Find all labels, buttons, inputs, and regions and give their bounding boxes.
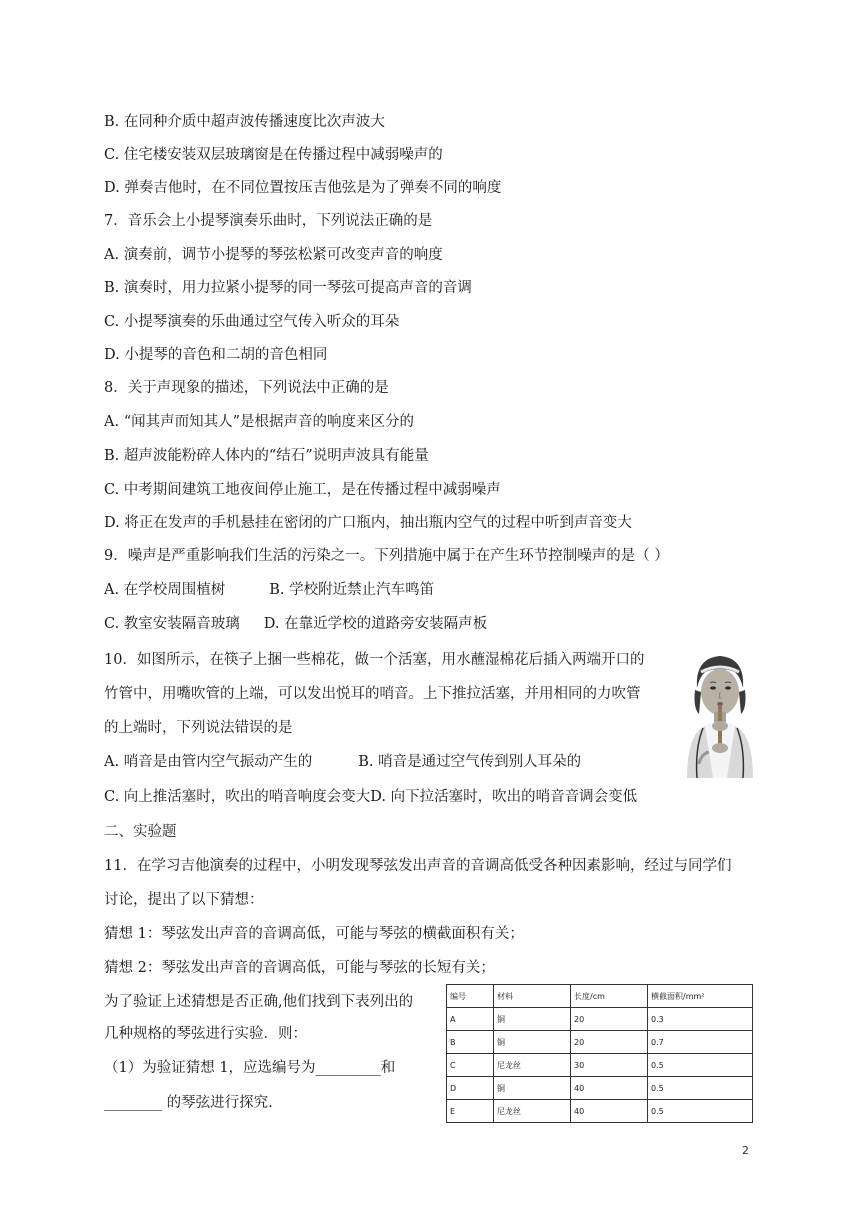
q9-options-row-1 bbox=[104, 580, 434, 600]
table-cell: 20 bbox=[571, 1031, 648, 1054]
q10-options-row-1 bbox=[104, 752, 581, 772]
string-spec-table bbox=[446, 984, 753, 1123]
table-cell: 铜 bbox=[494, 1008, 571, 1031]
q10-stem-line-2: 竹管中，用嘴吹管的上端，可以发出悦耳的哨音。上下推拉活塞，并用相同的力吹管 bbox=[104, 686, 641, 702]
q10-stem-line-3: 的上端时，下列说法错误的是 bbox=[104, 720, 293, 736]
q8-stem: 8．关于声现象的描述，下列说法中正确的是 bbox=[104, 380, 389, 396]
q10-option-d: D. 向下拉活塞时，吹出的哨音音调会变低 bbox=[370, 789, 638, 805]
table-cell: E bbox=[447, 1100, 494, 1123]
section-heading-experiments: 二、实验题 bbox=[104, 824, 177, 840]
q11-line-5: 为了验证上述猜想是否正确,他们找到下表列出的 bbox=[104, 994, 414, 1010]
q9-options-row-2 bbox=[104, 614, 487, 634]
table-cell: 铜 bbox=[494, 1031, 571, 1054]
q9-option-d: D. 在靠近学校的道路旁安装隔声板 bbox=[263, 616, 488, 632]
page-number: 2 bbox=[742, 1144, 749, 1157]
q8-option-d: D. 将正在发声的手机悬挂在密闭的广口瓶内，抽出瓶内空气的过程中听到声音变大 bbox=[104, 515, 632, 531]
girl-blowing-whistle-illustration bbox=[675, 648, 765, 778]
q9-option-c: C. 教室安装隔音玻璃 bbox=[104, 616, 240, 632]
q6-option-b: B. 在同种介质中超声波传播速度比次声波大 bbox=[104, 114, 385, 130]
q6-option-c: C. 住宅楼安装双层玻璃窗是在传播过程中减弱噪声的 bbox=[104, 147, 443, 163]
q7-option-b: B. 演奏时，用力拉紧小提琴的同一琴弦可提高声音的音调 bbox=[104, 280, 472, 296]
table-row bbox=[447, 1100, 753, 1123]
q10-stem-line-1: 10．如图所示，在筷子上捆一些棉花，做一个活塞，用水蘸湿棉花后插入两端开口的 bbox=[104, 652, 645, 668]
q7-option-a: A. 演奏前，调节小提琴的琴弦松紧可改变声音的响度 bbox=[104, 247, 443, 263]
q11-stem-line-2: 讨论，提出了以下猜想： bbox=[104, 892, 264, 908]
q11-guess-2: 猜想 2：琴弦发出声音的音调高低，可能与琴弦的长短有关； bbox=[104, 960, 495, 976]
table-cell: D bbox=[447, 1077, 494, 1100]
table-header-cell: 横截面积/mm² bbox=[648, 985, 753, 1008]
q7-stem: 7．音乐会上小提琴演奏乐曲时，下列说法正确的是 bbox=[104, 213, 433, 229]
q11-stem-line-1: 11．在学习吉他演奏的过程中，小明发现琴弦发出声音的音调高低受各种因素影响，经过与同学们 bbox=[104, 858, 732, 874]
q10-option-b: B. 哨音是通过空气传到别人耳朵的 bbox=[358, 754, 582, 770]
q11-line-6: 几种规格的琴弦进行实验．则： bbox=[104, 1026, 307, 1042]
q11-part-1-line-1: （1）为验证猜想 1，应选编号为_________和 bbox=[104, 1060, 396, 1076]
q6-option-d: D. 弹奏吉他时，在不同位置按压吉他弦是为了弹奏不同的响度 bbox=[104, 180, 502, 196]
table-header-cell: 材料 bbox=[494, 985, 571, 1008]
q9-option-a: A. 在学校周围植树 bbox=[104, 582, 226, 598]
table-row bbox=[447, 1031, 753, 1054]
table-header-cell: 长度/cm bbox=[571, 985, 648, 1008]
q8-option-a: A. “闻其声而知其人”是根据声音的响度来区分的 bbox=[104, 414, 415, 430]
table-cell: 尼龙丝 bbox=[494, 1054, 571, 1077]
q9-stem: 9．噪声是严重影响我们生活的污染之一。下列措施中属于在产生环节控制噪声的是（ ） bbox=[104, 548, 669, 564]
table-row bbox=[447, 1077, 753, 1100]
table-cell: 30 bbox=[571, 1054, 648, 1077]
table-cell: 0.5 bbox=[648, 1077, 753, 1100]
q11-part-1-line-2: ________ 的琴弦进行探究. bbox=[104, 1095, 273, 1111]
table-cell: 0.5 bbox=[648, 1054, 753, 1077]
q8-option-b: B. 超声波能粉碎人体内的“结石”说明声波具有能量 bbox=[104, 448, 429, 464]
table-header-cell: 编号 bbox=[447, 985, 494, 1008]
table-cell: 40 bbox=[571, 1100, 648, 1123]
table-cell: 0.7 bbox=[648, 1031, 753, 1054]
table-cell: 0.3 bbox=[648, 1008, 753, 1031]
q8-option-c: C. 中考期间建筑工地夜间停止施工，是在传播过程中减弱噪声 bbox=[104, 482, 501, 498]
q9-option-b: B. 学校附近禁止汽车鸣笛 bbox=[269, 582, 435, 598]
table-cell: 40 bbox=[571, 1077, 648, 1100]
table-cell: 20 bbox=[571, 1008, 648, 1031]
table-row bbox=[447, 1054, 753, 1077]
q10-option-a: A. 哨音是由管内空气振动产生的 bbox=[104, 754, 313, 770]
q11-guess-1: 猜想 1：琴弦发出声音的音调高低，可能与琴弦的横截面积有关； bbox=[104, 926, 524, 942]
q10-option-c: C. 向上推活塞时，吹出的哨音响度会变大 bbox=[104, 789, 371, 805]
table-cell: 尼龙丝 bbox=[494, 1100, 571, 1123]
q7-option-c: C. 小提琴演奏的乐曲通过空气传入听众的耳朵 bbox=[104, 314, 400, 330]
q7-option-d: D. 小提琴的音色和二胡的音色相同 bbox=[104, 347, 328, 363]
table-cell: 铜 bbox=[494, 1077, 571, 1100]
table-cell: B bbox=[447, 1031, 494, 1054]
table-cell: 0.5 bbox=[648, 1100, 753, 1123]
q10-options-row-2 bbox=[104, 787, 637, 807]
table-cell: A bbox=[447, 1008, 494, 1031]
table-cell: C bbox=[447, 1054, 494, 1077]
table-row bbox=[447, 1008, 753, 1031]
table-header-row bbox=[447, 985, 753, 1008]
